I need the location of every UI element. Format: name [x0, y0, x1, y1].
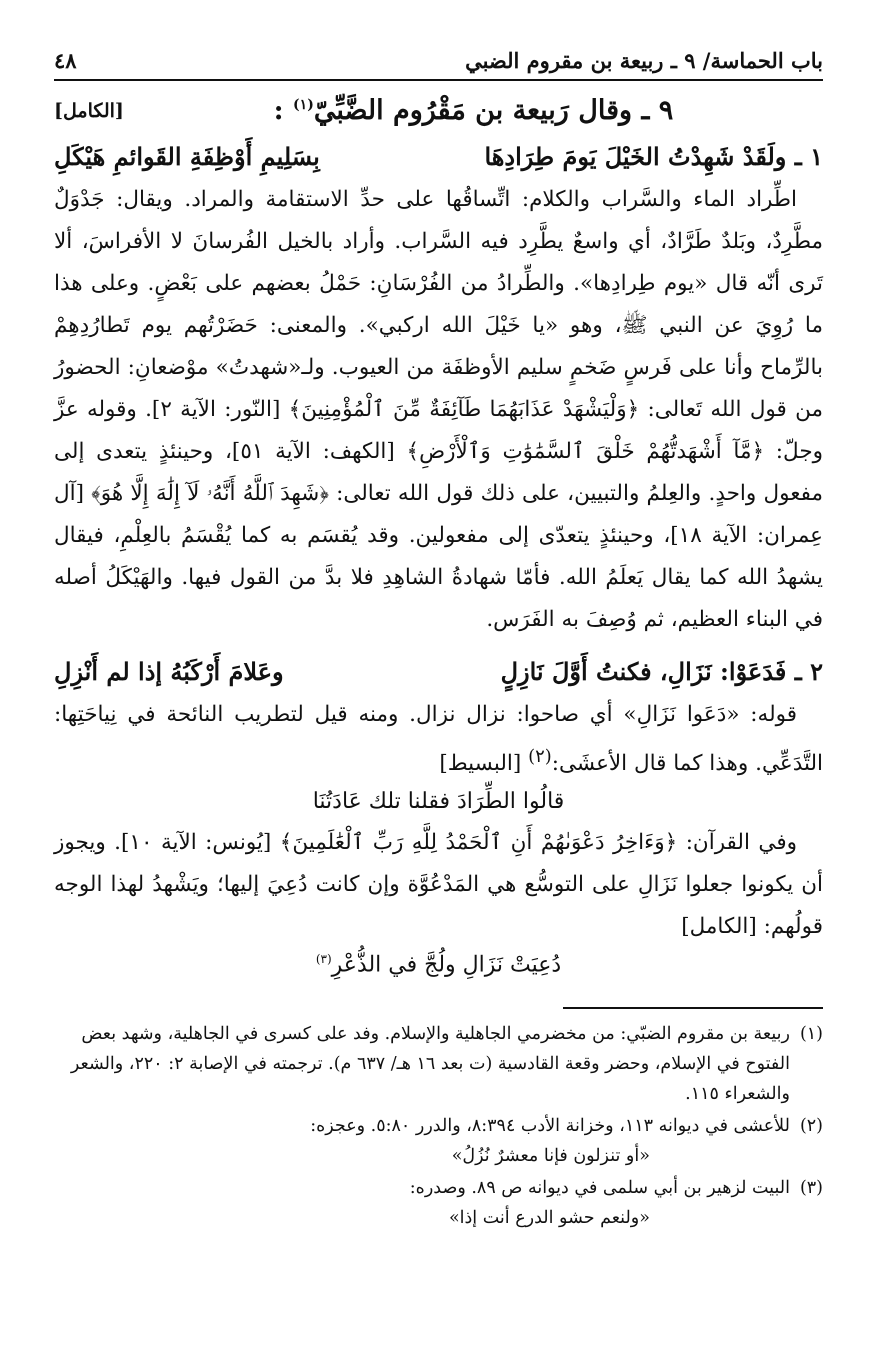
- title-footnote-ref: (١): [293, 97, 314, 113]
- commentary-text-1: اطِّراد الماء والسَّراب والكلام: اتِّساقُها على حدِّ الاستقامة والمراد. ويقال: جَدْوَلٌ مطَّرِدٌ، وبَلدٌ طَرَّادٌ، أي واسعٌ يطَّرِد فيه السَّراب. وأراد بالخيل الفُرسانَ لا الأفراسَ، ألا تَرى أنّه قال «يوم طِرادِها». والطِّرادُ من الفُرْسَانِ: حَمْلُ بعضهم على بَعْضٍ. وعلى هذا ما رُوِيَ عن النبي ﷺ، وهو «يا خَيْلَ الله اركبي». والمعنى: حَضَرْتُهم يوم تَطارُدِهِمْ بالرِّماح وأنا على فَرسٍ ضَخمٍ سليم الأوظفَة من العيوب. ولـ«شهدتُ» موْضعانِ: الحضورُ من قول الله تَعالى: ﴿وَلْيَشْهَدْ عَذَابَهُمَا طَآئِفَةٌ مِّنَ ٱلْمُؤْمِنِينَ﴾ [النّور: الآية ٢]. وقوله عزَّ وجلّ: ﴿مَّآ أَشْهَدتُّهُمْ خَلْقَ ٱلسَّمَٰوَٰتِ وَٱلْأَرْضِ﴾ [الكهف: الآية ٥١]، وحينئذٍ يتعدى إلى مفعول واحدٍ. والعِلمُ والتبيين، على ذلك قول الله تعالى: ﴿شَهِدَ ٱللَّهُ أَنَّهُۥ لَآ إِلَٰهَ إِلَّا هُوَ﴾ [آل عِمران: الآية ١٨]، وحينئذٍ يتعدّى إلى مفعولين. وقد يُقسَم به كما يُقْسَمُ بالعِلْمِ، فيقال يشهدُ الله كما يقال يَعلَمُ الله. فأمّا شهادةُ الشاهِدِ فلا بدَّ من القول فيها. والهَيْكَلُ أصله في البناء العظيم، ثم وُصِفَ به الفَرَس.: [54, 187, 824, 632]
- footnote-2-number: (٢): [799, 1116, 823, 1137]
- quoted-hemistich-1: قالُوا الطِّرَادَ فقلنا تلك عَادَتُنَا: [312, 789, 565, 815]
- asha-meter: [البسيط]: [439, 751, 522, 777]
- footnote-2: [54, 1111, 823, 1171]
- commentary-paragraph-3: [54, 822, 823, 948]
- footnote-3: [54, 1173, 823, 1233]
- verse-2-second-hemistich: وعَلامَ أَرْكَبُهُ إذا لم أَنْزِلِ: [54, 657, 284, 686]
- verse-2-first-hemistich: ٢ ـ فَدَعَوْا: نَزَالِ، فكنتُ أَوَّلَ نَازِلٍ: [500, 657, 823, 686]
- quoted-hemistich-2-text: دُعِيَتْ نَزَالِ ولُجَّ في الذُّعْرِ: [331, 952, 562, 978]
- footnote-3-number: (٣): [799, 1178, 823, 1199]
- commentary-text-2: قوله: «دَعَوا نَزَالِ» أي صاحوا: نزال نزال. ومنه قيل لتطريب النائحة في نِياحَتِها: التَّدَعِّي. وهذا كما قال الأعشَى:: [54, 702, 823, 777]
- verse-1-second-hemistich: بِسَلِيمِ أَوْظِفَةِ القَوائمِ هَيْكَلِ: [54, 142, 320, 171]
- commentary-paragraph-1: [54, 179, 823, 641]
- commentary-paragraph-2: [54, 694, 823, 785]
- footnote-3-quote: «ولنعم حشو الدرع أنت إذا»: [448, 1208, 650, 1229]
- title-colon: :: [273, 95, 284, 126]
- verse-2: [54, 657, 823, 686]
- verse-1-first-hemistich: ١ ـ ولَقَدْ شَهِدْتُ الخَيْلَ يَومَ طِرَادِهَا: [484, 142, 823, 171]
- page-header: [54, 48, 823, 81]
- commentary-text-3: وفي القرآن: ﴿وَءَاخِرُ دَعْوَىٰهُمْ أَنِ ٱلْحَمْدُ لِلَّهِ رَبِّ ٱلْعَٰلَمِينَ﴾ [يُونس: الآية ١٠]. ويجوز أن يكونوا جعلوا نَزَالِ على التوسُّع هي المَدْعُوَّة وإن كانت دُعِيَ إليها؛ ويَشْهدُ لهذا الوجه قولُهم: [الكامل]: [54, 830, 823, 940]
- poem2-footnote-ref: (٣): [315, 952, 332, 967]
- footnote-1-number: (١): [799, 1024, 823, 1045]
- meter-label: [الكامل]: [54, 99, 124, 122]
- footnote-divider: [563, 1007, 823, 1009]
- book-page: [54, 48, 823, 1233]
- footnote-1-text: ربيعة بن مقروم الضبّي: من مخضرمي الجاهلية والإسلام. وفد على كسرى في الجاهلية، وشهد بعض الفتوح في الإسلام، وحضر وقعة القادسية (ت بعد ١٦ هـ/ ٦٣٧ م). ترجمته في الإصابة ٢: ٢٢٠، والشعر والشعراء ١١٥.: [70, 1024, 790, 1105]
- section-title-text: ٩ ـ وقال رَبيعة بن مَقْرُوم الضَّبِّيّ: [313, 95, 674, 126]
- footnote-1: [54, 1019, 823, 1109]
- footnote-2-text: للأعشى في ديوانه ١١٣، وخزانة الأدب ٨:٣٩٤، والدرر ٥:٨٠. وعجزه:: [310, 1116, 790, 1137]
- footnote-2-quote: «أو تنزلون فإنا معشرٌ نُزُلُ»: [451, 1146, 650, 1167]
- quoted-hemistich-2: [54, 952, 823, 977]
- verse-1: [54, 142, 823, 171]
- page-number: ٤٨: [54, 48, 77, 73]
- section-title: [274, 95, 674, 126]
- asha-footnote-ref: (٢): [528, 746, 552, 767]
- footnote-3-text: البيت لزهير بن أبي سلمى في ديوانه ص ٨٩. وصدره:: [409, 1178, 790, 1199]
- running-title: باب الحماسة/ ٩ ـ ربيعة بن مقروم الضبي: [465, 48, 823, 73]
- footnote-3-body: [54, 1173, 790, 1233]
- section-title-row: [54, 95, 823, 126]
- footnote-2-body: [54, 1111, 790, 1171]
